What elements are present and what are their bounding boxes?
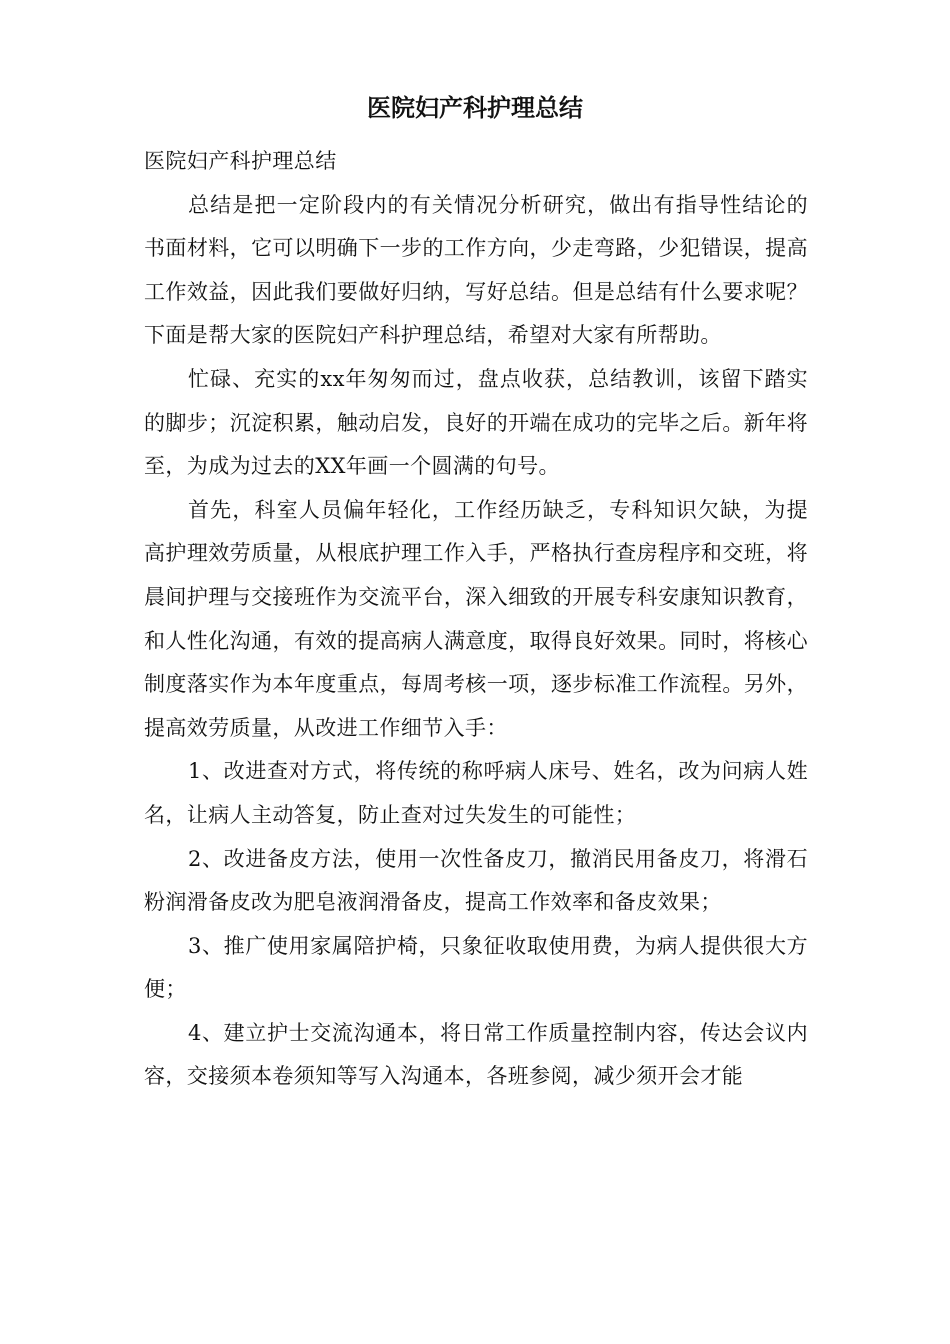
list-item-2: 2、改进备皮方法，使用一次性备皮刀，撤消民用备皮刀，将滑石粉润滑备皮改为肥皂液润滑备皮，提高工作效率和备皮效果；: [144, 846, 808, 915]
list-item-1: 1、改进查对方式，将传统的称呼病人床号、姓名，改为问病人姓名，让病人主动答复，防止查对过失发生的可能性；: [144, 759, 808, 827]
document-title: 医院妇产科护理总结: [367, 94, 583, 122]
year-review-paragraph: 忙碌、充实的xx年匆匆而过，盘点收获，总结教训，该留下踏实的脚步；沉淀积累，触动启发，良好的开端在成功的完毕之后。新年将至，为成为过去的XX年画一个圆满的句号。: [144, 366, 808, 479]
intro-paragraph: 总结是把一定阶段内的有关情况分析研究，做出有指导性结论的书面材料，它可以明确下一步的工作方向，少走弯路，少犯错误，提高工作效益，因此我们要做好归纳，写好总结。但是总结有什么要求呢？下面是帮大家的医院妇产科护理总结，希望对大家有所帮助。: [144, 192, 808, 348]
list-item-3: 3、推广使用家属陪护椅，只象征收取使用费，为病人提供很大方便；: [144, 933, 808, 1002]
subtitle-paragraph: 医院妇产科护理总结: [144, 149, 337, 173]
document-body: [144, 140, 808, 1099]
service-quality-paragraph: 首先，科室人员偏年轻化，工作经历缺乏，专科知识欠缺，为提高护理效劳质量，从根底护理工作入手，严格执行查房程序和交班，将晨间护理与交接班作为交流平台，深入细致的开展专科安康知识教育，和人性化沟通，有效的提高病人满意度，取得良好效果。同时，将核心制度落实作为本年度重点，每周考核一项，逐步标准工作流程。另外，提高效劳质量，从改进工作细节入手：: [144, 497, 808, 740]
list-item-4: 4、建立护士交流沟通本，将日常工作质量控制内容，传达会议内容，交接须本卷须知等写入沟通本，各班参阅，减少须开会才能: [144, 1020, 808, 1089]
